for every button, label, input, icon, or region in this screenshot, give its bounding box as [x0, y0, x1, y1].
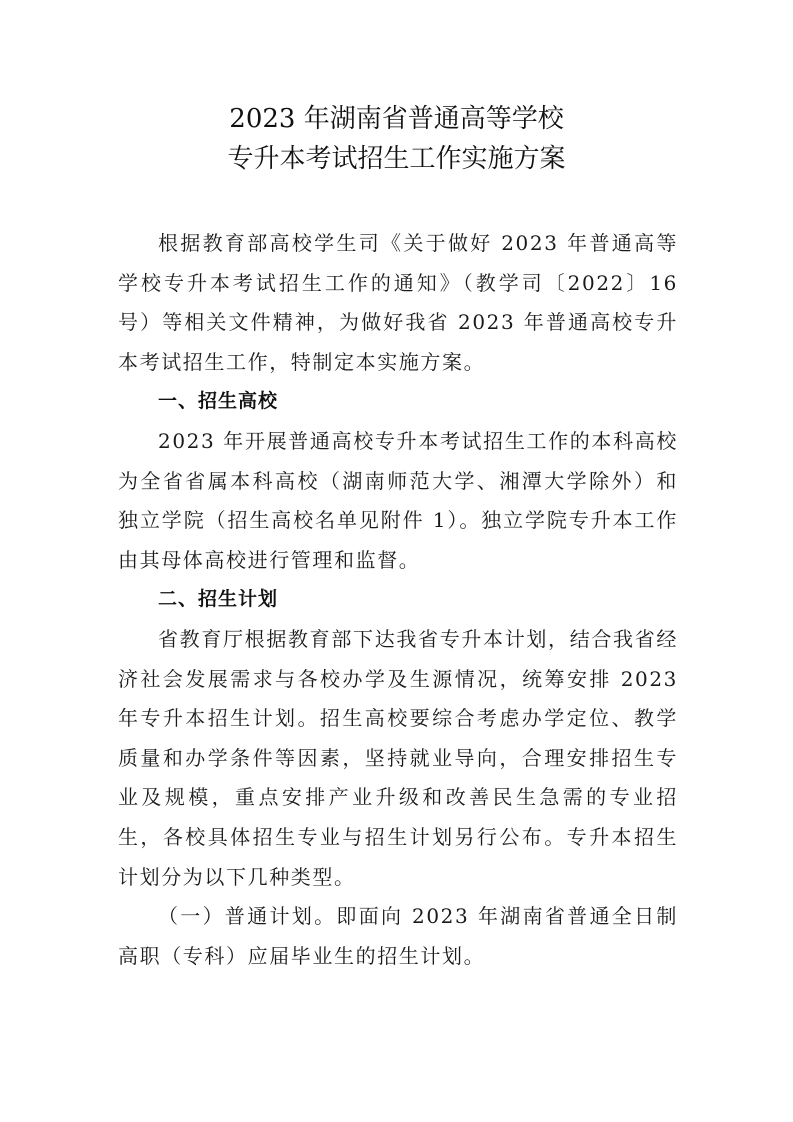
section-1-paragraph: 2023 年开展普通高校专升本考试招生工作的本科高校为全省省属本科高校（湖南师范大学、湘潭大学除外）和独立学院（招生高校名单见附件 1）。独立学院专升本工作由其母体高校进行管理和监督。 [118, 428, 678, 572]
document-title-line-1: 2023 年湖南省普通高等学校 [229, 104, 564, 134]
section-2-heading: 二、招生计划 [158, 588, 279, 611]
intro-paragraph: 根据教育部高校学生司《关于做好 2023 年普通高等学校专升本考试招生工作的通知》（教学司〔2022〕16 号）等相关文件精神，为做好我省 2023 年普通高校专升本考试招生工作，特制定本实施方案。 [118, 231, 678, 374]
section-1-heading: 一、招生高校 [158, 390, 279, 413]
section-2-paragraph: 省教育厅根据教育部下达我省专升本计划，结合我省经济社会发展需求与各校办学及生源情况，统筹安排 2023 年专升本招生计划。招生高校要综合考虑办学定位、教学质量和办学条件等因素，坚持就业导向，合理安排招生专业及规模，重点安排产业升级和改善民生急需的专业招生，各校具体招生专业与招生计划另行公布。专升本招生计划分为以下几种类型。 [118, 626, 678, 889]
document-body [118, 224, 678, 976]
document-title-line-2: 专升本考试招生工作实施方案 [227, 144, 566, 174]
item-1-paragraph: （一）普通计划。即面向 2023 年湖南省普通全日制高职（专科）应届毕业生的招生计划。 [118, 904, 678, 968]
